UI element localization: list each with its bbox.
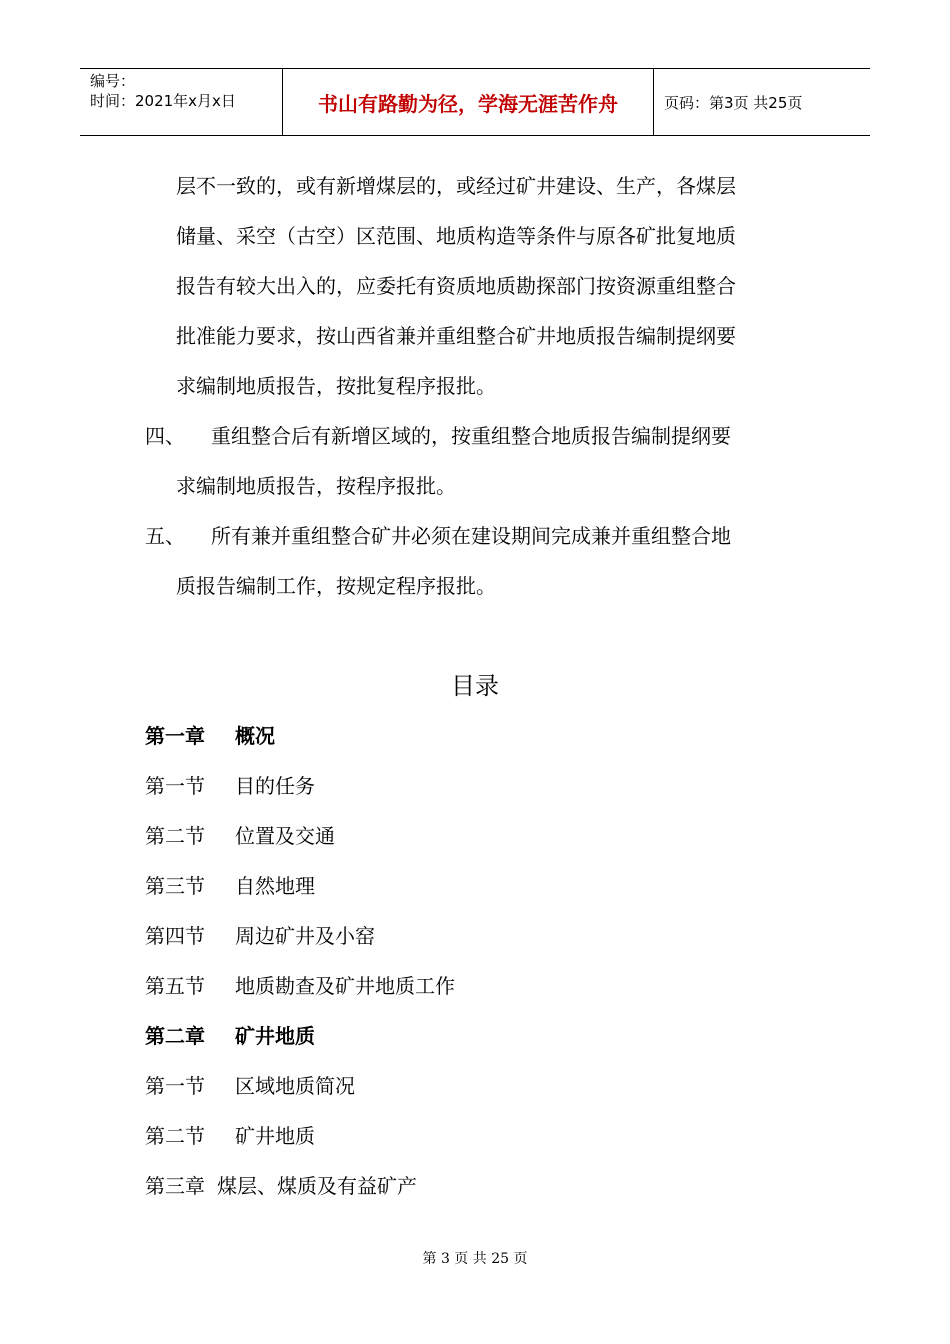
- paragraph-line: 批准能力要求，按山西省兼并重组整合矿井地质报告编制提纲要: [176, 324, 736, 348]
- toc-label: 第一节: [145, 774, 205, 798]
- toc-entry[interactable]: [145, 970, 455, 999]
- toc-label: 第二节: [145, 1124, 205, 1148]
- list-item-line: 重组整合后有新增区域的，按重组整合地质报告编制提纲要: [211, 424, 731, 448]
- toc-text: 目的任务: [235, 774, 315, 798]
- toc-entry[interactable]: [145, 770, 315, 799]
- header-slogan: 书山有路勤为径，学海无涯苦作舟: [318, 91, 618, 116]
- toc-text: 矿井地质: [235, 1024, 315, 1048]
- list-number: 四、: [145, 424, 185, 448]
- toc-text: 地质勘查及矿井地质工作: [235, 974, 455, 998]
- toc-label: 第五节: [145, 974, 205, 998]
- paragraph-line: 储量、采空（古空）区范围、地质构造等条件与原各矿批复地质: [176, 224, 736, 248]
- code-label: 编号：: [90, 72, 136, 90]
- toc-entry[interactable]: [145, 920, 375, 949]
- paragraph-line: 求编制地质报告，按批复程序报批。: [176, 374, 496, 398]
- page-footer: 第 3 页 共 25 页: [422, 1251, 528, 1267]
- toc-entry[interactable]: [145, 1070, 355, 1099]
- toc-label: 第一章: [145, 724, 205, 748]
- toc-label: 第三节: [145, 874, 205, 898]
- header-slogan-cell: [282, 69, 654, 135]
- date-line: 时间：2021年x月x日: [90, 92, 236, 110]
- list-item-line: 质报告编制工作，按规定程序报批。: [176, 574, 496, 598]
- page-header: [80, 68, 870, 136]
- list-item-line: 所有兼并重组整合矿井必须在建设期间完成兼并重组整合地: [211, 524, 731, 548]
- toc-entry[interactable]: [145, 720, 275, 749]
- list-number: 五、: [145, 524, 185, 548]
- toc-text: 区域地质简况: [235, 1074, 355, 1098]
- toc-entry[interactable]: [145, 820, 335, 849]
- toc-entry[interactable]: [145, 1120, 315, 1149]
- list-item-line: 求编制地质报告，按程序报批。: [176, 474, 456, 498]
- toc-text: 周边矿井及小窑: [235, 924, 375, 948]
- toc-entry[interactable]: [145, 870, 315, 899]
- toc-text: 矿井地质: [235, 1124, 315, 1148]
- toc-label: 第一节: [145, 1074, 205, 1098]
- toc-text: 概况: [235, 724, 275, 748]
- toc-text: 煤层、煤质及有益矿产: [217, 1174, 417, 1198]
- toc-text: 自然地理: [235, 874, 315, 898]
- header-meta: [80, 69, 282, 135]
- toc-label: 第三章: [145, 1174, 205, 1198]
- toc-title: 目录: [451, 672, 499, 700]
- paragraph-line: 层不一致的，或有新增煤层的，或经过矿井建设、生产，各煤层: [176, 174, 736, 198]
- paragraph-line: 报告有较大出入的，应委托有资质地质勘探部门按资源重组整合: [176, 274, 736, 298]
- toc-entry[interactable]: [145, 1020, 315, 1049]
- toc-label: 第二章: [145, 1024, 205, 1048]
- toc-entry[interactable]: [145, 1170, 417, 1199]
- toc-text: 位置及交通: [235, 824, 335, 848]
- toc-label: 第四节: [145, 924, 205, 948]
- toc-label: 第二节: [145, 824, 205, 848]
- header-page-info: 页码：第3页 共25页: [664, 93, 803, 112]
